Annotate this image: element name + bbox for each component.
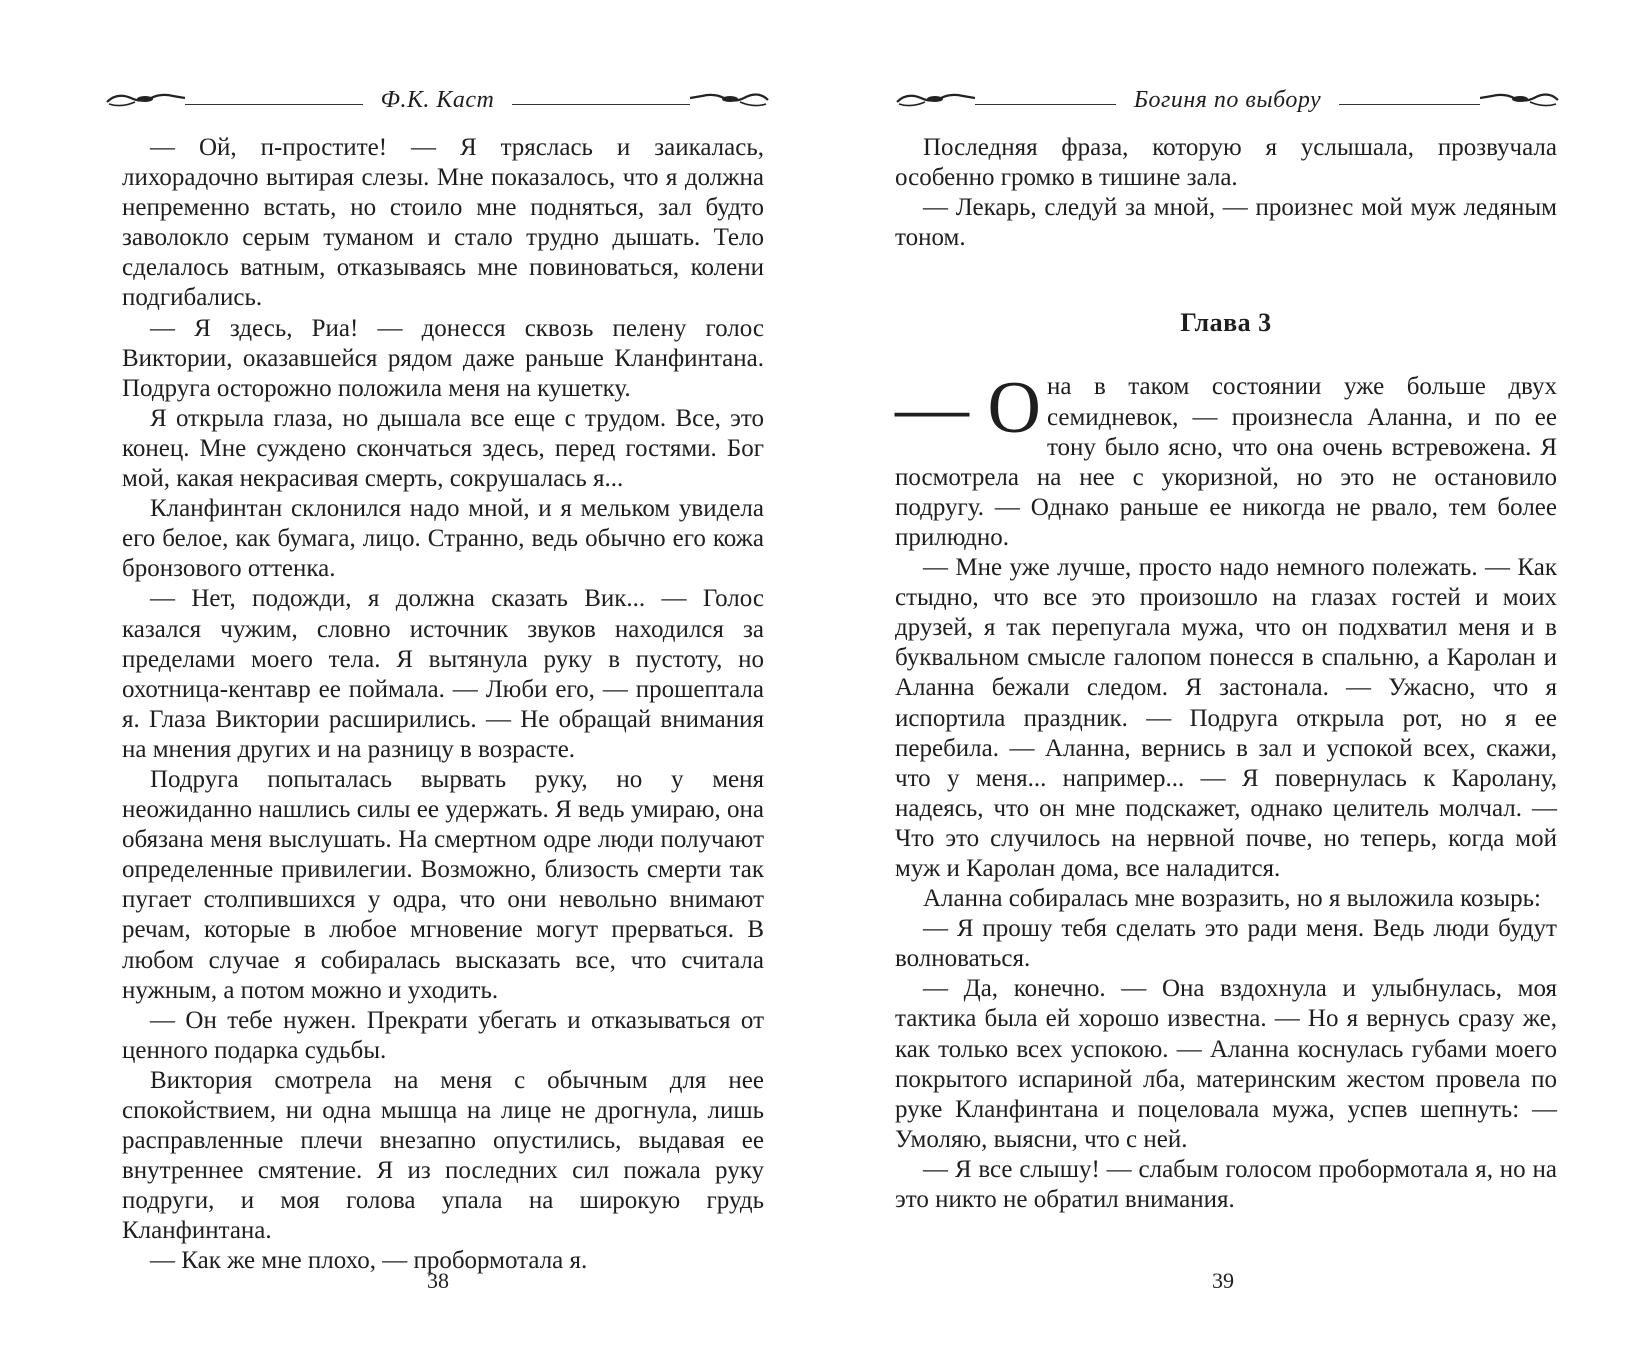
paragraph: — Как же мне плохо, — пробормотала я. (150, 1247, 588, 1275)
paragraph: — Я все слышу! — слабым голосом пробормотала я, но на это никто не обратил внимания. (895, 1155, 1557, 1213)
paragraph: — Я здесь, Риа! — донесся сквозь пелену голос Виктории, оказавшейся рядом даже раньше Кланфинтана. Подруга осторожно положила меня на кушетку. (122, 314, 764, 402)
dropcap-text: на в таком состоянии уже больше двух семидневок, — произнесла Аланна, и по ее тону было ясно, что она очень встревожена. Я посмотрела на нее с укоризной, но это не остановило подругу. — Однако раньше ее никогда не рвало, тем более прилюдно. (895, 373, 1557, 551)
dropcap-letter (895, 367, 1041, 450)
paragraph: Подруга попыталась вырвать руку, но у меня неожиданно нашлись силы ее удержать. Я ведь умираю, она обязана меня выслушать. На смертном одре люди получают определенные привилегии. Возможно, близость смерти так пугает столпившихся у одра, что они невольно внимают речам, которые в любое мгновение могут прерваться. В любом случае я собиралась высказать все, что считала нужным, а потом можно и уходить. (122, 765, 764, 1004)
ornament-left-icon (895, 78, 975, 118)
dropcap-initial: О (987, 367, 1041, 450)
ornament-left-icon (105, 78, 185, 118)
running-header-right (895, 78, 1560, 118)
paragraph: — Да, конечно. — Она вздохнула и улыбнулась, моя тактика была ей хорошо известна. — Но я вернусь сразу же, как только всех успокою. — Аланна коснулась губами моего покрытого испариной лба, материнским жестом провела по руке Кланфинтана и поцеловала мужа, успев шепнуть: — Умоляю, выясни, что с ней. (895, 975, 1557, 1153)
ornament-right-icon (690, 78, 770, 118)
chapter-title: Глава 3 (1180, 308, 1272, 338)
right-body-text (895, 133, 1557, 1215)
paragraph: — Мне уже лучше, просто надо немного полежать. — Как стыдно, что все это произошло на глазах гостей и моих друзей, я так перепугала мужа, что он подхватил меня и в буквальном смысле галопом понесся в спальню, а Каролан и Аланна бежали следом. Я застонала. — Ужасно, что я испортила праздник. — Подруга открыла рот, но я ее перебила. — Аланна, вернись в зал и успокой всех, скажи, что у меня... например... — Я повернулась к Каролану, надеясь, что он мне подскажет, однако целитель молчал. — Что это случилось на нервной почве, но теперь, когда мой муж и Каролан дома, все наладится. (895, 554, 1557, 882)
ornament-right-icon (1480, 78, 1560, 118)
dropcap-paragraph (895, 367, 1557, 553)
paragraph: — Я прошу тебя сделать это ради меня. Ведь люди будут волноваться. (895, 915, 1557, 973)
header-rule (185, 104, 363, 105)
dropcap-dash: — (895, 367, 988, 450)
paragraph: — Нет, подожди, я должна сказать Вик... — Голос казался чужим, словно источник звуков находился за пределами моего тела. Я вытянула руку в пустоту, но охотница-кентавр ее поймала. — Люби его, — прошептала я. Глаза Виктории расширились. — Не обращай внимания на мнения других и на разницу в возрасте. (122, 585, 764, 763)
paragraph: Кланфинтан склонился надо мной, и я мельком увидела его белое, как бумага, лицо. Странно, ведь обычно его кожа бронзового оттенка. (122, 495, 764, 583)
paragraph: — Лекарь, следуй за мной, — произнес мой муж ледяным тоном. (895, 194, 1557, 252)
running-header-left (105, 78, 770, 118)
paragraph: — Ой, п-простите! — Я тряслась и заикалась, лихорадочно вытирая слезы. Мне показалось, что я должна непременно встать, но стоило мне подняться, зал будто заволокло серым туманом и стало трудно дышать. Тело сделалось ватным, отказываясь мне повиноваться, колени подгибались. (122, 134, 764, 312)
right-page (823, 0, 1647, 1371)
page-number-right: 39 (1212, 1268, 1234, 1293)
header-rule (512, 104, 690, 105)
left-body-text (122, 133, 764, 1277)
paragraph: Аланна собиралась мне возразить, но я выложила козырь: (923, 885, 1541, 913)
paragraph: Виктория смотрела на меня с обычным для нее спокойствием, ни одна мышца на лице не дрогнула, лишь расправленные плечи внезапно опустились, выдавая ее внутреннее смятение. Я из последних сил пожала руку подруги, и моя голова упала на широкую грудь Кланфинтана. (122, 1066, 764, 1245)
left-page (0, 0, 823, 1371)
paragraph: — Он тебе нужен. Прекрати убегать и отказываться от ценного подарка судьбы. (122, 1006, 764, 1064)
header-rule (1339, 104, 1480, 105)
paragraph: Я открыла глаза, но дышала все еще с трудом. Все, это конец. Мне суждено скончаться здесь, перед гостями. Бог мой, какая некрасивая смерть, сокрушалась я... (122, 404, 764, 493)
paragraph: Последняя фраза, которую я услышала, прозвучала особенно громко в тишине зала. (895, 134, 1557, 192)
header-rule (975, 104, 1116, 105)
header-book-title: Богиня по выбору (1133, 86, 1322, 113)
page-number-left: 38 (427, 1268, 449, 1293)
header-author: Ф.К. Каст (380, 86, 495, 113)
